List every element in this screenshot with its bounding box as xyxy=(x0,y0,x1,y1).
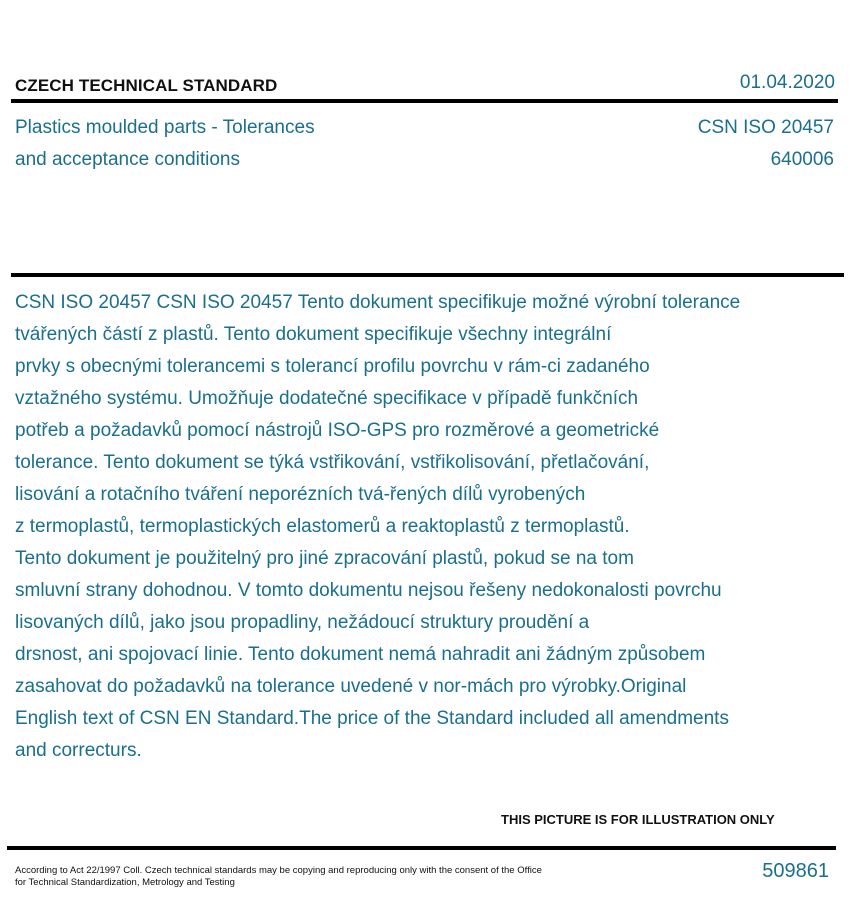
abstract-line: tvářených částí z plastů. Tento dokument specifikuje všechny integrální xyxy=(15,324,612,345)
abstract-line: Tento dokument je použitelný pro jiné zpracování plastů, pokud se na tom xyxy=(15,548,634,569)
title-divider xyxy=(11,273,844,277)
abstract-line: and correcturs. xyxy=(15,740,142,761)
abstract-line: vztažného systému. Umožňuje dodatečné specifikace v případě funkčních xyxy=(15,388,639,409)
abstract-line: potřeb a požadavků pomocí nástrojů ISO-GPS pro rozměrové a geometrické xyxy=(15,420,660,441)
document-codes xyxy=(698,112,834,176)
abstract-line: English text of CSN EN Standard.The price of the Standard included all amendments xyxy=(15,708,729,729)
header-divider xyxy=(11,99,838,103)
abstract-line: prvky s obecnými tolerancemi s tolerancí profilu povrchu v rám-ci zadaného xyxy=(15,356,650,377)
copyright-notice-line: According to Act 22/1997 Coll. Czech technical standards may be copying and reproducing only with the consent of the Office xyxy=(15,865,542,876)
abstract-line: CSN ISO 20457 CSN ISO 20457 Tento dokument specifikuje možné výrobní tolerance xyxy=(15,292,741,313)
abstract-line: z termoplastů, termoplastických elastomerů a reaktoplastů z termoplastů. xyxy=(15,516,630,537)
abstract-line: tolerance. Tento dokument se týká vstřikování, vstřikolisování, přetlačování, xyxy=(15,452,650,473)
document-abstract xyxy=(15,287,860,767)
abstract-line: smluvní strany dohodnou. V tomto dokumentu nejsou řešeny nedokonalosti povrchu xyxy=(15,580,722,601)
document-title-line: Plastics moulded parts - Tolerances xyxy=(15,117,315,138)
copyright-notice xyxy=(15,865,542,889)
footer-divider xyxy=(7,846,836,850)
copyright-notice-line: for Technical Standardization, Metrology and Testing xyxy=(15,877,235,888)
class-number: 640006 xyxy=(770,149,834,170)
catalog-id: 509861 xyxy=(762,860,829,882)
document-title xyxy=(15,112,315,176)
abstract-line: lisovaných dílů, jako jsou propadliny, nežádoucí struktury proudění a xyxy=(15,612,590,633)
document-title-line: and acceptance conditions xyxy=(15,149,240,170)
illustration-notice: THIS PICTURE IS FOR ILLUSTRATION ONLY xyxy=(501,812,775,827)
abstract-line: lisování a rotačního tváření neporézních tvá-řených dílů vyrobených xyxy=(15,484,586,505)
standard-code: CSN ISO 20457 xyxy=(697,117,834,138)
abstract-line: drsnost, ani spojovací linie. Tento dokument nemá nahradit ani žádným způsobem xyxy=(15,644,706,665)
publication-date: 01.04.2020 xyxy=(739,72,835,93)
standard-header-title: CZECH TECHNICAL STANDARD xyxy=(15,76,278,95)
abstract-line: zasahovat do požadavků na tolerance uvedené v nor-mách pro výrobky.Original xyxy=(15,676,687,697)
